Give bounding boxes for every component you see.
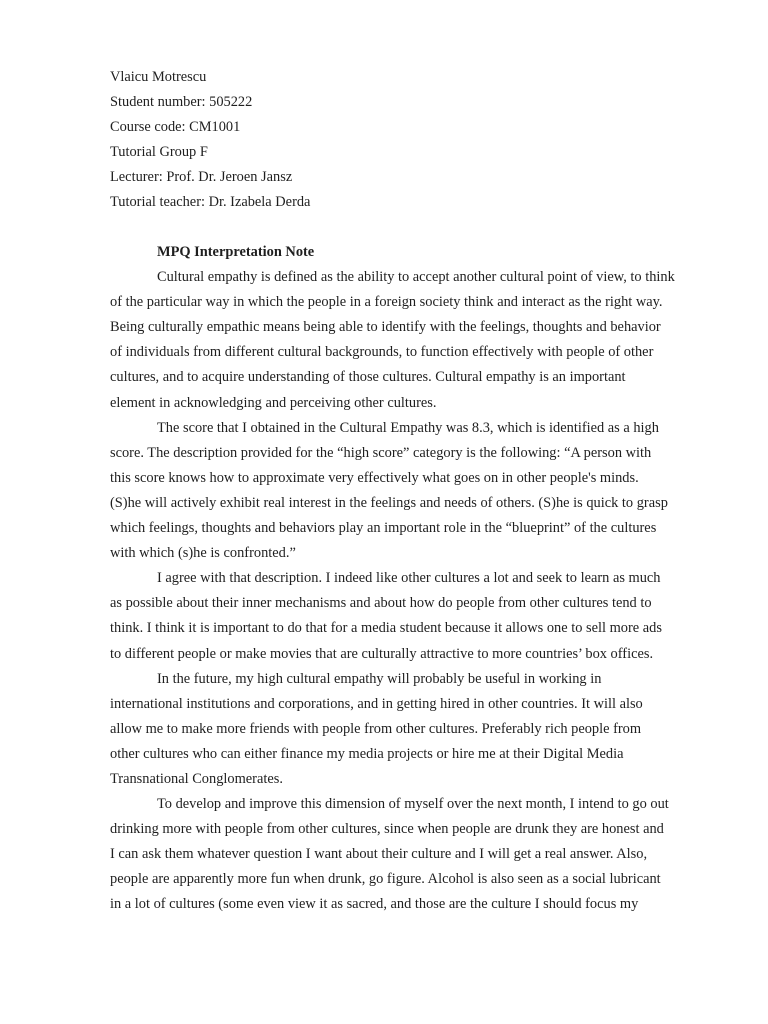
tutorial-teacher: Tutorial teacher: Dr. Izabela Derda — [110, 194, 311, 211]
body-line: Cultural empathy is defined as the ability to accept another cultural point of view, to think — [157, 269, 675, 286]
body-line: element in acknowledging and perceiving other cultures. — [110, 394, 437, 411]
body-line: Being culturally empathic means being able to identify with the feelings, thoughts and behavior — [110, 319, 661, 336]
body-line: as possible about their inner mechanisms and about how do people from other cultures tend to — [110, 595, 652, 612]
body-line: (S)he will actively exhibit real interest in the feelings and needs of others. (S)he is quick to grasp — [110, 494, 668, 511]
body-line: of individuals from different cultural backgrounds, to function effectively with people of other — [110, 344, 654, 361]
body-line: other cultures who can either finance my media projects or hire me at their Digital Media — [110, 745, 624, 762]
document-body — [110, 240, 710, 918]
body-line: cultures, and to acquire understanding of those cultures. Cultural empathy is an important — [110, 369, 626, 386]
body-line: in a lot of cultures (some even view it as sacred, and those are the culture I should focus my — [110, 896, 639, 913]
document-title: MPQ Interpretation Note — [157, 244, 315, 260]
body-line: to different people or make movies that are culturally attractive to more countries’ box offices. — [110, 645, 654, 662]
student-number: Student number: 505222 — [110, 94, 253, 111]
body-line: people are apparently more fun when drunk, go figure. Alcohol is also seen as a social lubricant — [110, 871, 661, 888]
body-line: drinking more with people from other cultures, since when people are drunk they are honest and — [110, 821, 664, 838]
body-line: international institutions and corporations, and in getting hired in other countries. It will also — [110, 695, 643, 712]
lecturer: Lecturer: Prof. Dr. Jeroen Jansz — [110, 169, 293, 186]
body-line: In the future, my high cultural empathy will probably be useful in working in — [157, 670, 602, 687]
body-line: with which (s)he is confronted.” — [110, 545, 296, 562]
body-line: allow me to make more friends with people from other cultures. Preferably rich people from — [110, 720, 642, 737]
body-line: I agree with that description. I indeed like other cultures a lot and seek to learn as much — [157, 570, 661, 587]
body-line: of the particular way in which the people in a foreign society think and interact as the right way. — [110, 294, 663, 311]
tutorial-group: Tutorial Group F — [110, 144, 208, 161]
course-code: Course code: CM1001 — [110, 119, 241, 136]
body-line: think. I think it is important to do that for a media student because it allows one to sell more ads — [110, 620, 662, 637]
author-info-block — [110, 65, 710, 216]
author-name: Vlaicu Motrescu — [110, 69, 207, 85]
body-line: The score that I obtained in the Cultural Empathy was 8.3, which is identified as a high — [157, 419, 659, 436]
body-line: I can ask them whatever question I want about their culture and I will get a real answer. Also, — [110, 846, 648, 863]
body-line: score. The description provided for the “high score” category is the following: “A person with — [110, 444, 652, 461]
body-line: which feelings, thoughts and behaviors play an important role in the “blueprint” of the cultures — [110, 520, 657, 537]
body-line: Transnational Conglomerates. — [110, 770, 283, 787]
body-line: To develop and improve this dimension of myself over the next month, I intend to go out — [157, 796, 669, 813]
body-line: this score knows how to approximate very effectively what goes on in other people's minds. — [110, 469, 639, 486]
